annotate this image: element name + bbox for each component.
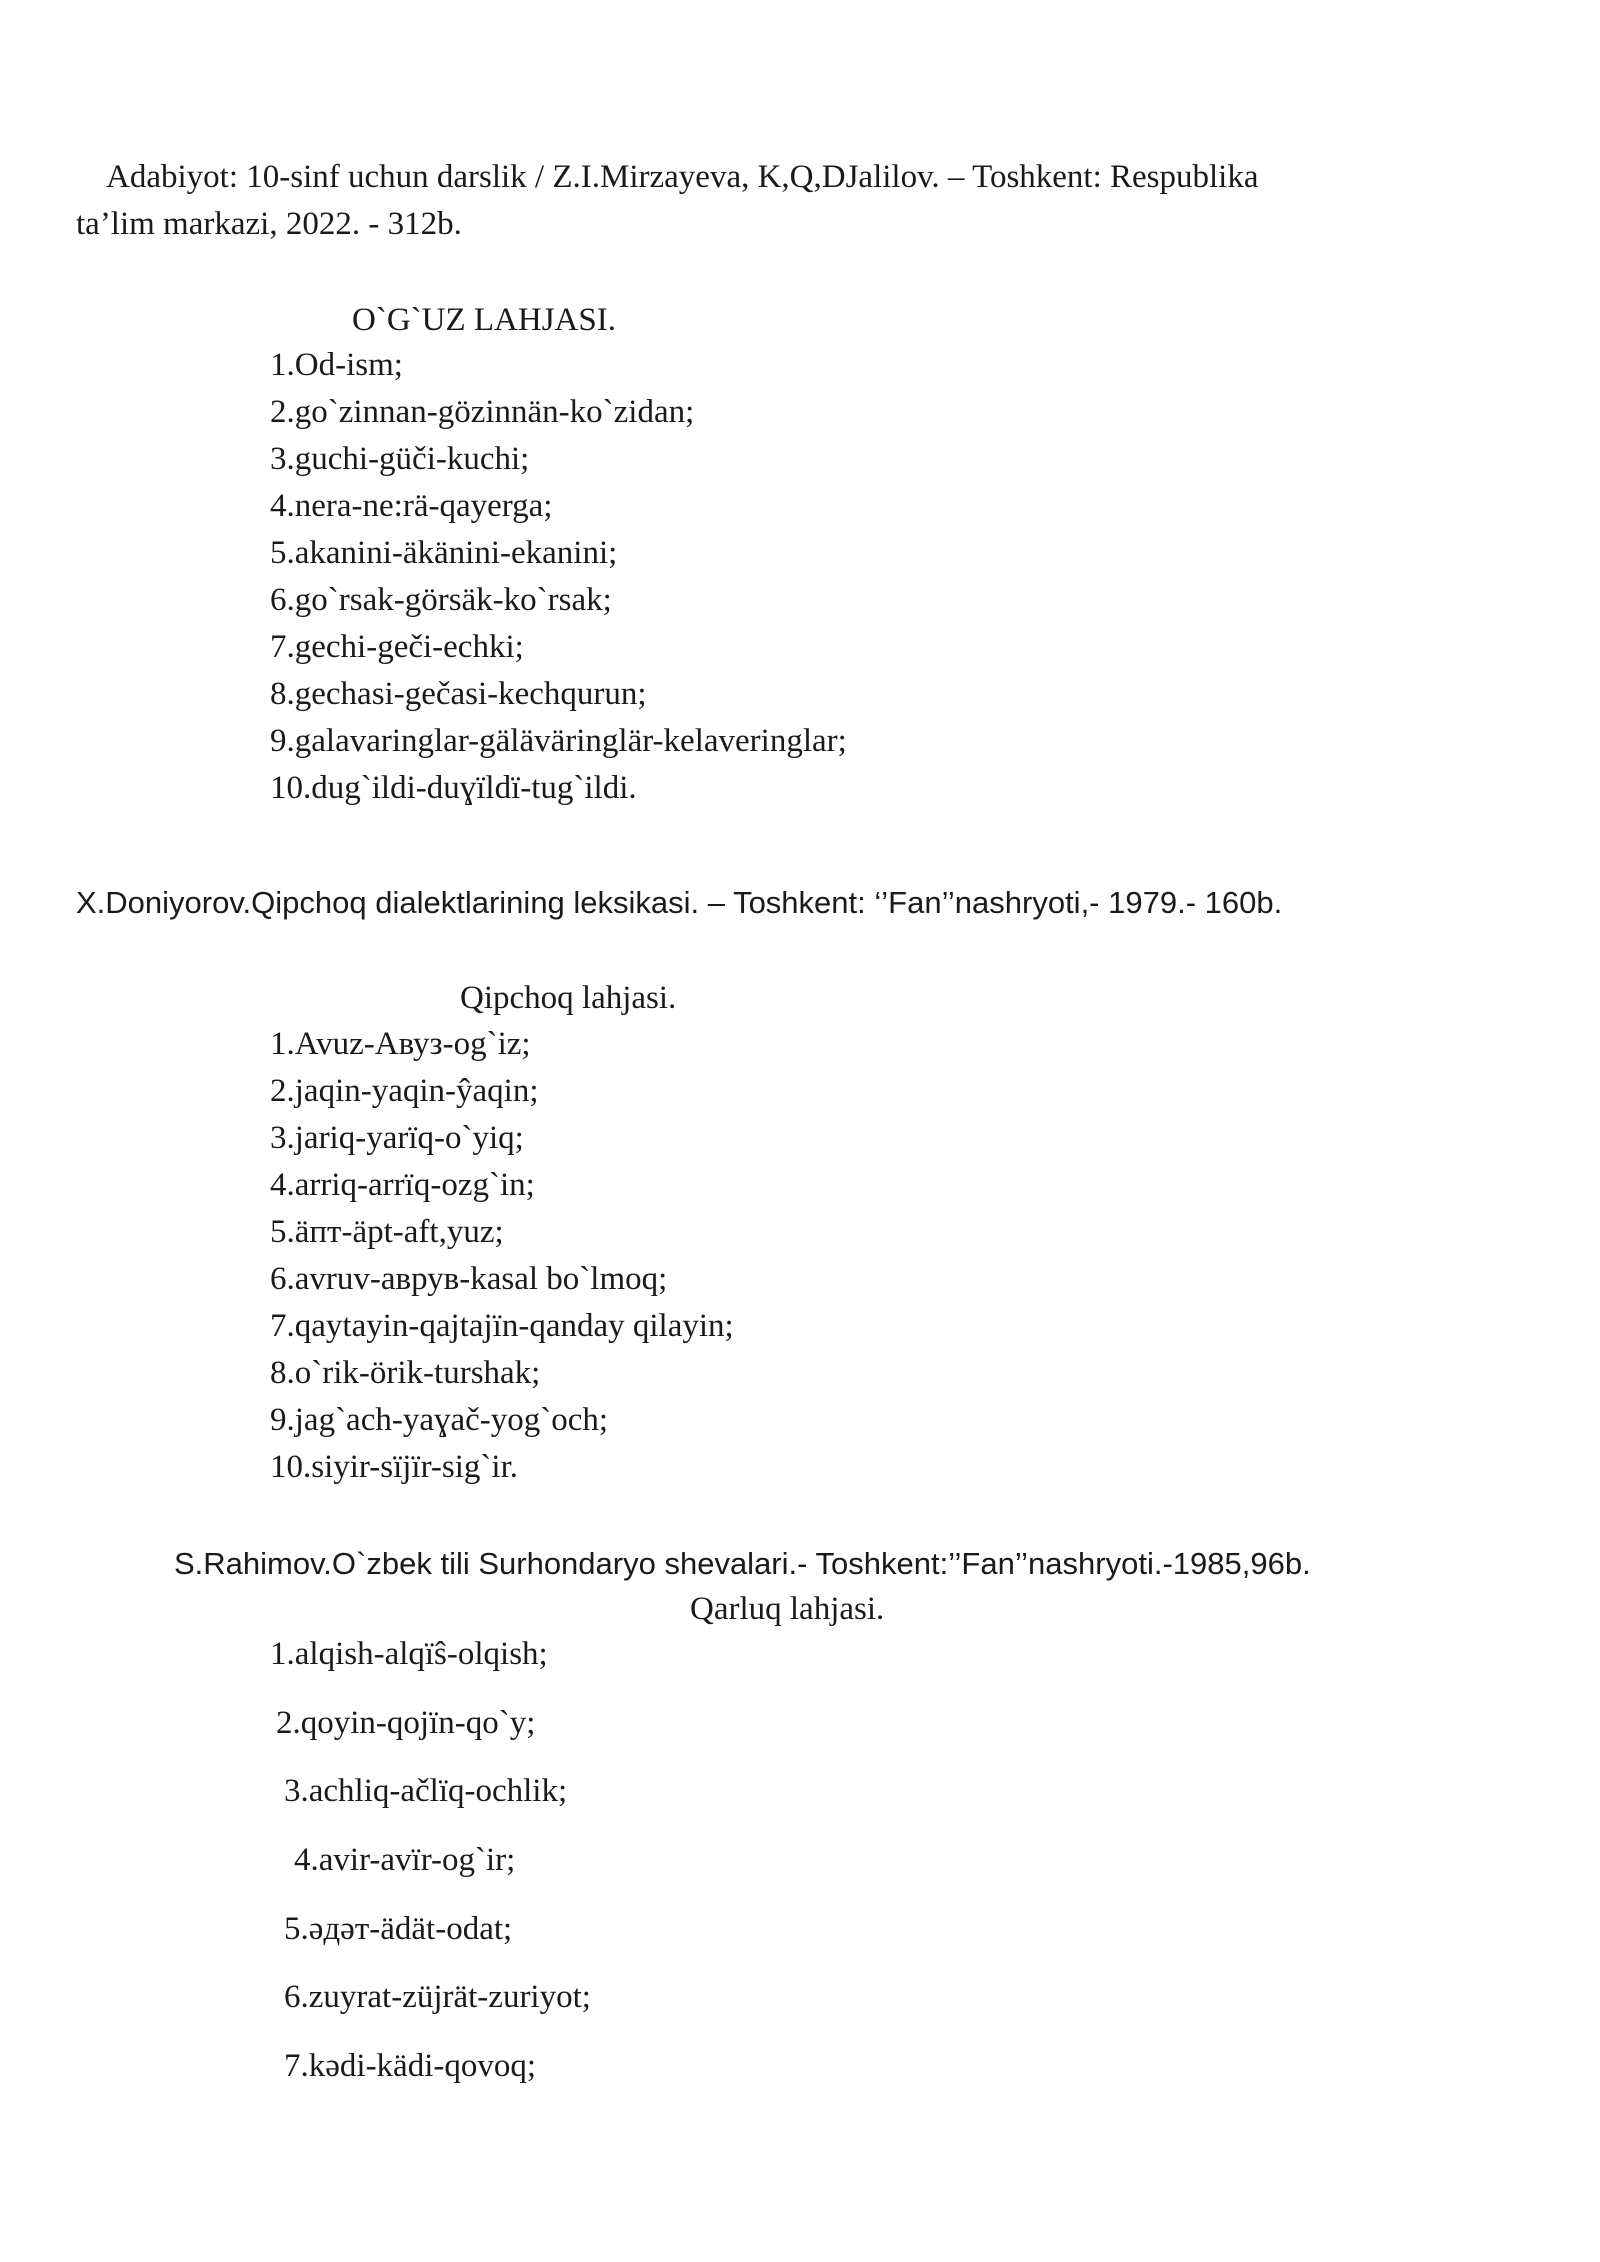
list-item: 5.әдәт-ädät-odat; xyxy=(284,1911,513,1947)
list-item: 2.go`zinnan-gözinnän-ko`zidan; xyxy=(270,394,695,430)
citation-doniyorov: X.Doniyorov.Qipchoq dialektlarining leksikasi. – Toshkent: ‘’Fan’’nashryoti,- 1979.- 160b. xyxy=(76,885,1283,920)
list-item: 6.avruv-аврув-kasal bo`lmoq; xyxy=(270,1261,668,1297)
list-item: 3.guchi-güči-kuchi; xyxy=(270,441,530,477)
list-item: 9.galavaringlar-gäläväringlär-kelaveringlar; xyxy=(270,723,847,759)
list-item: 4.nera-ne:rä-qayerga; xyxy=(270,488,553,524)
list-item: 4.avir-avïr-og`ir; xyxy=(294,1842,516,1878)
citation-line-2: ta’lim markazi, 2022. - 312b. xyxy=(76,206,462,242)
list-item: 5.akanini-äkänini-ekanini; xyxy=(270,535,618,571)
list-item: 7.gechi-geči-echki; xyxy=(270,629,524,665)
list-item: 10.dug`ildi-duɣïldï-tug`ildi. xyxy=(270,770,637,806)
list-item: 1.Od-ism; xyxy=(270,347,403,383)
list-item: 4.arriq-arrïq-ozg`in; xyxy=(270,1167,535,1203)
list-item: 1.alqish-alqïŝ-olqish; xyxy=(270,1636,548,1672)
list-item: 7.kədi-kädi-qovoq; xyxy=(284,2048,537,2084)
list-item: 6.go`rsak-görsäk-ko`rsak; xyxy=(270,582,612,618)
list-item: 3.achliq-ačlïq-ochlik; xyxy=(284,1773,568,1809)
list-item: 2.qoyin-qojïn-qo`y; xyxy=(276,1705,536,1741)
list-item: 2.jaqin-yaqin-ŷaqin; xyxy=(270,1073,539,1109)
list-item: 9.jag`ach-yaɣač-yog`och; xyxy=(270,1402,609,1438)
citation-rahimov: S.Rahimov.O`zbek tili Surhondaryo shevalari.- Toshkent:’’Fan’’nashryoti.-1985,96b. xyxy=(174,1546,1311,1581)
list-item: 5.äпт-äpt-aft,yuz; xyxy=(270,1214,504,1250)
list-item: 7.qaytayin-qajtajïn-qanday qilayin; xyxy=(270,1308,734,1344)
list-item: 8.o`rik-örik-turshak; xyxy=(270,1355,541,1391)
list-item: 6.zuyrat-züjrät-zuriyot; xyxy=(284,1979,591,2015)
section-heading-qipchoq: Qipchoq lahjasi. xyxy=(460,980,677,1016)
list-item: 8.gechasi-gečasi-kechqurun; xyxy=(270,676,647,712)
section-heading-oguz: O`G`UZ LAHJASI. xyxy=(352,302,616,338)
list-item: 10.siyir-sïjïr-sig`ir. xyxy=(270,1449,518,1485)
citation-line-1: Adabiyot: 10-sinf uchun darslik / Z.I.Mirzayeva, K,Q,DJalilov. – Toshkent: Respublika xyxy=(106,159,1259,195)
list-item: 3.jariq-yarïq-o`yiq; xyxy=(270,1120,524,1156)
section-heading-qarluq: Qarluq lahjasi. xyxy=(690,1591,885,1627)
list-item: 1.Avuz-Авуз-og`iz; xyxy=(270,1026,531,1062)
